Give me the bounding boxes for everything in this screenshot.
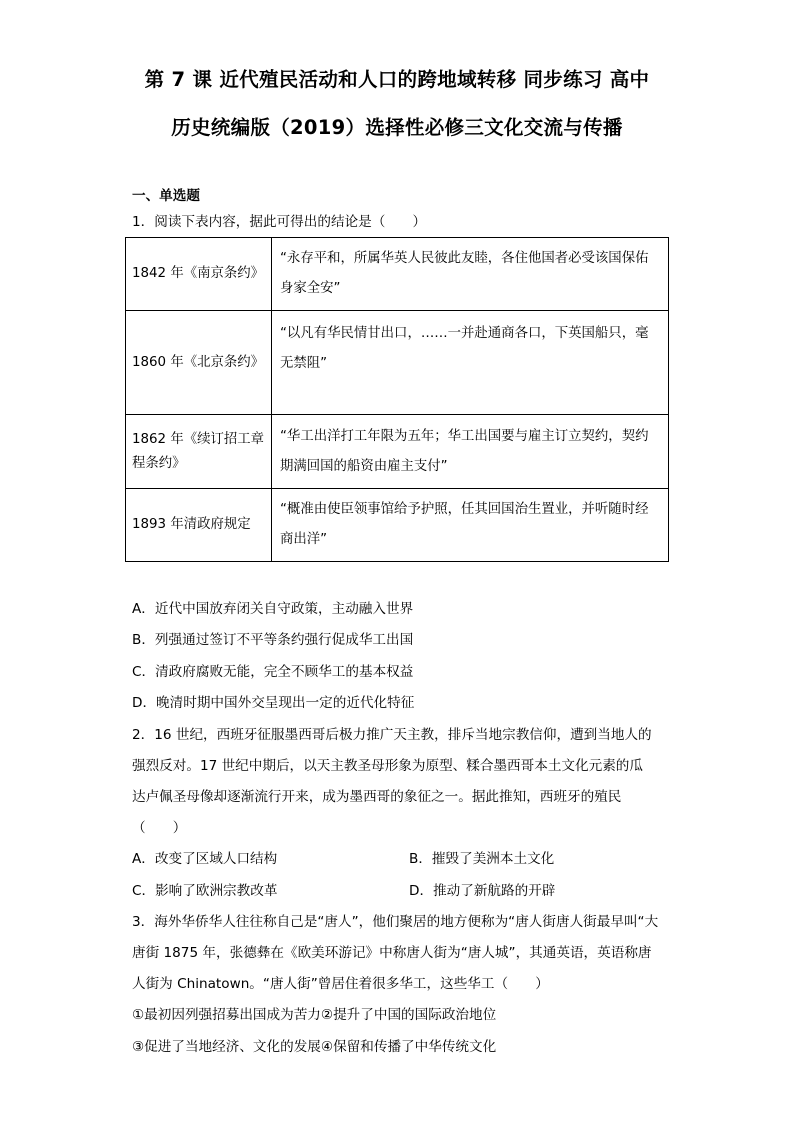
table-row <box>126 489 669 562</box>
q1-option-a: A．近代中国放弃闭关自守政策，主动融入世界 <box>132 601 414 617</box>
q2-option-b: B．摧毁了美洲本土文化 <box>409 851 555 867</box>
q1-option-c: C．清政府腐败无能，完全不顾华工的基本权益 <box>132 664 414 680</box>
table-cell-text: 程条约》 <box>132 455 186 471</box>
table-cell <box>272 311 669 415</box>
table-cell <box>272 489 669 562</box>
table-cell-text: 商出洋” <box>280 532 328 547</box>
table-cell <box>126 489 272 562</box>
q2-stem-line: （ ） <box>132 820 187 836</box>
q2-stem-line: 2．16 世纪，西班牙征服墨西哥后极力推广天主教，排斥当地宗教信仰，遭到当地人的 <box>132 727 652 743</box>
table-cell <box>126 238 272 311</box>
document-title-line-1: 第 7 课 近代殖民活动和人口的跨地域转移 同步练习 高中 <box>144 68 650 91</box>
q2-option-c: C．影响了欧洲宗教改革 <box>132 883 278 899</box>
q3-item-line: ③促进了当地经济、文化的发展④保留和传播了中华传统文化 <box>132 1039 497 1055</box>
q1-option-d: D．晚清时期中国外交呈现出一定的近代化特征 <box>132 695 415 711</box>
table-cell-text: “永存平和，所属华英人民彼此友睦，各住他国者必受该国保佑 <box>280 251 649 266</box>
document-title-line-2: 历史统编版（2019）选择性必修三文化交流与传播 <box>171 116 623 139</box>
table-row <box>126 415 669 489</box>
table-cell-text: “以凡有华民情甘出口，……一并赴通商各口，下英国船只，毫 <box>280 326 649 341</box>
q2-option-d: D．推动了新航路的开辟 <box>409 883 556 899</box>
table-row <box>126 311 669 415</box>
q1-stem: 1．阅读下表内容，据此可得出的结论是（ ） <box>132 214 427 230</box>
q2-option-a: A．改变了区域人口结构 <box>132 851 278 867</box>
q3-stem-line: 唐街 1875 年，张德彝在《欧美环游记》中称唐人街为“唐人城”，其通英语，英语称唐 <box>132 945 652 961</box>
q3-stem-line: 3．海外华侨华人往往称自己是“唐人”，他们聚居的地方便称为“唐人街唐人街最早叫“大 <box>132 914 659 930</box>
q2-stem-line: 达卢佩圣母像却逐渐流行开来，成为墨西哥的象征之一。据此推知，西班牙的殖民 <box>132 789 622 805</box>
table-cell <box>272 238 669 311</box>
table-cell <box>126 415 272 489</box>
q3-item-line: ①最初因列强招募出国成为苦力②提升了中国的国际政治地位 <box>132 1007 497 1023</box>
table-cell-text: “华工出洋打工年限为五年；华工出国要与雇主订立契约，契约 <box>280 428 649 444</box>
table-cell-text: 1862 年《续订招工章 <box>132 431 265 447</box>
table-cell-text: 期满回国的船资由雇主支付” <box>280 458 448 474</box>
table-row <box>126 238 669 311</box>
table-cell <box>272 415 669 489</box>
table-cell-text: 身家全安” <box>280 281 341 296</box>
section-heading: 一、单选题 <box>132 188 200 204</box>
q3-stem-line: 人街为 Chinatown。“唐人街”曾居住着很多华工，这些华工（ ） <box>132 976 549 992</box>
table-cell-text: 1842 年《南京条约》 <box>132 266 265 281</box>
table-cell <box>126 311 272 415</box>
q1-table <box>125 237 669 562</box>
table-cell-text: 1860 年《北京条约》 <box>132 354 265 370</box>
table-cell-text: “概准由使臣领事馆给予护照，任其回国治生置业，并听随时经 <box>280 502 649 517</box>
table-cell-text: 无禁阻” <box>280 356 328 371</box>
q1-option-b: B．列强通过签订不平等条约强行促成华工出国 <box>132 632 414 648</box>
table-cell-text: 1893 年清政府规定 <box>132 517 251 532</box>
q2-stem-line: 强烈反对。17 世纪中期后，以天主教圣母形象为原型、糅合墨西哥本土文化元素的瓜 <box>132 758 643 774</box>
